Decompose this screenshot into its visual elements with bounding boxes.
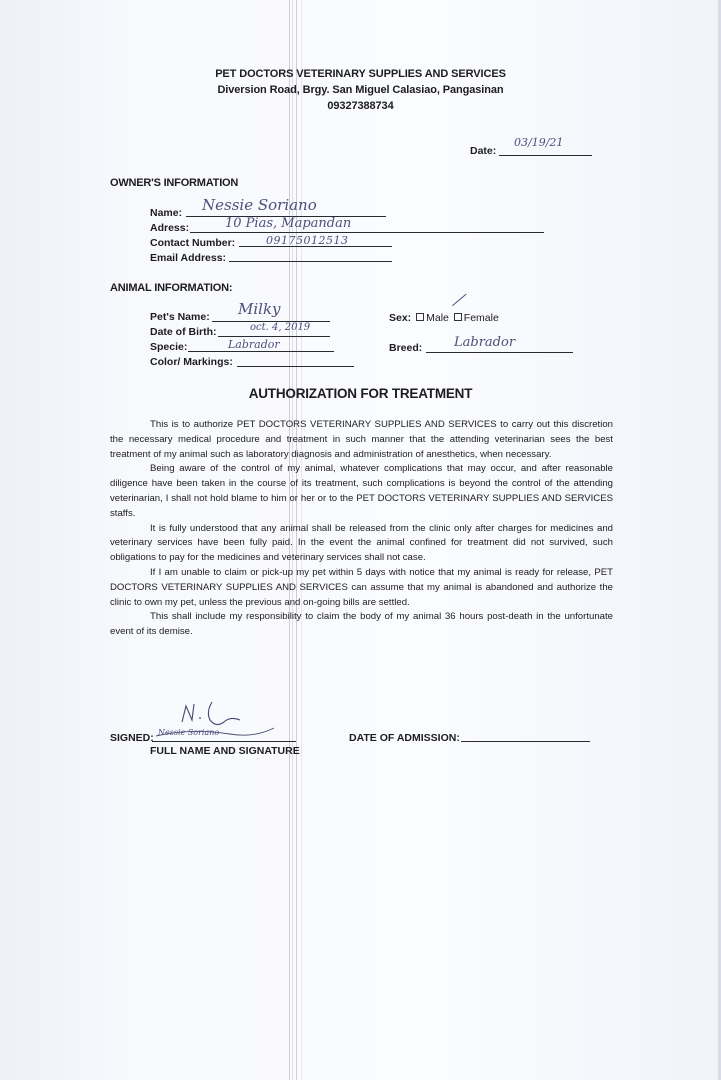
full-name-signature-caption: FULL NAME AND SIGNATURE <box>150 745 300 757</box>
dob-line <box>218 336 330 337</box>
date-of-admission-label: DATE OF ADMISSION: <box>349 732 460 744</box>
pet-name-value: Milky <box>238 300 281 318</box>
sex-label: Sex: <box>389 312 412 324</box>
date-of-admission-line <box>461 741 590 742</box>
authorization-paragraph: If I am unable to claim or pick-up my pet within 5 days with notice that my animal is ready for release, PET DOCTORS VETERINARY SUPPLIES AND SERVICES can assume that my animal is abandoned and authorize the clinic to own my pet, unless the previous and on-going bills are settled. <box>110 566 613 608</box>
email-line <box>229 261 392 262</box>
company-phone: 09327388734 <box>327 100 394 112</box>
specie-value: Labrador <box>228 338 280 351</box>
signature-line <box>152 741 296 742</box>
authorization-paragraph: It is fully understood that any animal shall be released from the clinic only after charges for medicines and veterinary services have been fully paid. In the event the animal confined for treatment did not survived, such obligations to pay for the medicines and veterinary services shall not case. <box>110 522 613 564</box>
color-markings-line <box>237 366 354 367</box>
authorization-paragraph: Being aware of the control of my animal, whatever complications that may occur, and after reasonable diligence have been taken in the course of its treatment, such complications is beyond the control of the attending veterinarian, I shall not hold blame to him or her or to the PET DOCTORS VETERINARY SUPPLIES AND SERVICES staffs. <box>110 463 613 519</box>
animal-section-title: ANIMAL INFORMATION: <box>110 282 233 294</box>
breed-label: Breed: <box>389 342 423 354</box>
male-checkbox[interactable] <box>416 313 424 321</box>
date-line <box>499 155 592 156</box>
owner-address-line <box>190 232 544 233</box>
male-option-label: Male <box>426 312 449 324</box>
contact-number-label: Contact Number: <box>150 237 236 249</box>
signed-name-value: Nessie Soriano <box>158 728 220 737</box>
email-label: Email Address: <box>150 252 227 264</box>
dob-label: Date of Birth: <box>150 326 217 338</box>
breed-value: Labrador <box>454 335 516 350</box>
owner-name-value: Nessie Soriano <box>202 196 317 214</box>
female-option-label: Female <box>463 312 499 324</box>
date-value: 03/19/21 <box>514 136 564 149</box>
company-name: PET DOCTORS VETERINARY SUPPLIES AND SERVICES <box>215 68 506 80</box>
owner-name-label: Name: <box>150 207 183 219</box>
sex-field <box>389 312 499 324</box>
date-label: Date: <box>470 145 497 157</box>
pet-name-label: Pet's Name: <box>150 311 210 323</box>
contact-number-value: 09175012513 <box>266 234 349 247</box>
owner-section-title: OWNER'S INFORMATION <box>110 177 239 189</box>
authorization-title: AUTHORIZATION FOR TREATMENT <box>248 386 473 401</box>
owner-address-label: Adress: <box>150 222 190 234</box>
breed-line <box>426 352 573 353</box>
owner-address-value: 10 Pias, Mapandan <box>225 216 352 231</box>
authorization-body <box>110 418 613 640</box>
female-checkbox-checked[interactable] <box>454 313 462 321</box>
handwritten-signature <box>150 698 290 746</box>
specie-line <box>188 351 334 352</box>
authorization-paragraph: This is to authorize PET DOCTORS VETERINARY SUPPLIES AND SERVICES to carry out this discretion the necessary medical procedure and treatment in such manner that the attending veterinarian sees the best treatment of my animal such as laboratory diagnosis and administration of anesthetics, when necessary. <box>110 419 613 460</box>
authorization-paragraph: This shall include my responsibility to claim the body of my animal 36 hours post-death in the unfortunate event of its demise. <box>110 611 613 638</box>
color-markings-label: Color/ Markings: <box>150 356 233 368</box>
specie-label: Specie: <box>150 341 188 353</box>
company-address: Diversion Road, Brgy. San Miguel Calasiao, Pangasinan <box>217 84 504 96</box>
dob-value: oct. 4, 2019 <box>250 322 311 333</box>
signed-label: SIGNED: <box>110 732 154 744</box>
